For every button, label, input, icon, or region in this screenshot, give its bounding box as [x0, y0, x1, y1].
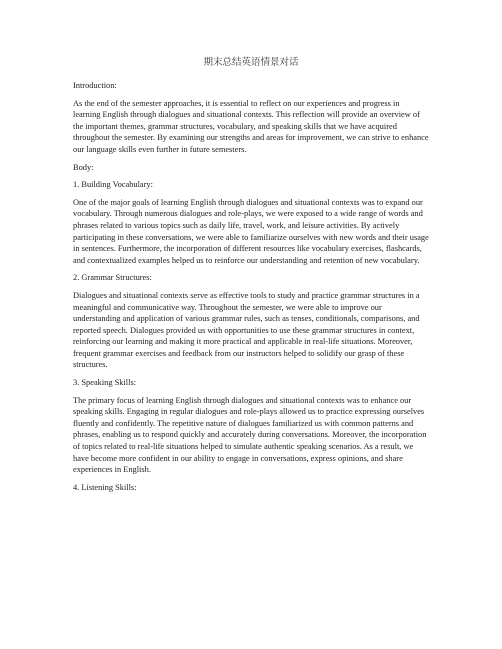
body-heading: Body:	[73, 162, 94, 172]
introduction-heading: Introduction:	[73, 81, 117, 90]
document-body	[73, 80, 429, 499]
section-heading-vocabulary: 1. Building Vocabulary:	[73, 180, 153, 190]
introduction-paragraph: As the end of the semester approaches, it is essential to reflect on our experiences and progress in learning English through dialogues and situational contexts. This reflection will provide an overview of the important themes, grammar structures, vocabulary, and speaking skills that we have acquired throughout the semester. By examining our strengths and areas for improvement, we can strive to enhance our language skills even further in future semesters.	[73, 98, 429, 154]
section-heading-grammar: 2. Grammar Structures:	[73, 273, 152, 283]
section-paragraph-grammar: Dialogues and situational contexts serve as effective tools to study and practice grammar structures in a meaningful and communicative way. Throughout the semester, we were able to improve our understanding and application of various grammar rules, such as tenses, conditionals, comparisons, and reported speech. Dialogues provided us with opportunities to use these grammar structures in context, reinforcing our learning and making it more practical and applicable in real-life situations. Moreover, frequent grammar exercises and feedback from our instructors helped to solidify our grasp of these structures.	[73, 290, 420, 370]
section-heading-listening: 4. Listening Skills:	[73, 482, 137, 492]
document-title: 期末总结英语情景对话	[203, 58, 299, 68]
section-paragraph-speaking: The primary focus of learning English through dialogues and situational contexts was to enhance our speaking skills. Engaging in regular dialogues and role-plays allowed us to practice expressing ourselves fluently and confidently. The repetitive nature of dialogues familiarized us with common patterns and phrases, enabling us to respond quickly and accurately during conversations. Moreover, the incorporation of topics related to real-life situations helped to simulate authentic speaking scenarios. As a result, we have become more confident in our ability to engage in conversations, express opinions, and share experiences in English.	[73, 395, 427, 475]
section-heading-speaking: 3. Speaking Skills:	[73, 378, 137, 388]
section-paragraph-vocabulary: One of the major goals of learning English through dialogues and situational contexts was to expand our vocabulary. Through numerous dialogues and role-plays, we were exposed to a wide range of words and phrases related to various topics such as daily life, travel, work, and leisure activities. By actively participating in these conversations, we were able to familiarize ourselves with new words and their usage in sentences. Furthermore, the incorporation of different resources like vocabulary exercises, flashcards, and contextualized examples helped us to reinforce our understanding and retention of new vocabulary.	[73, 197, 429, 265]
